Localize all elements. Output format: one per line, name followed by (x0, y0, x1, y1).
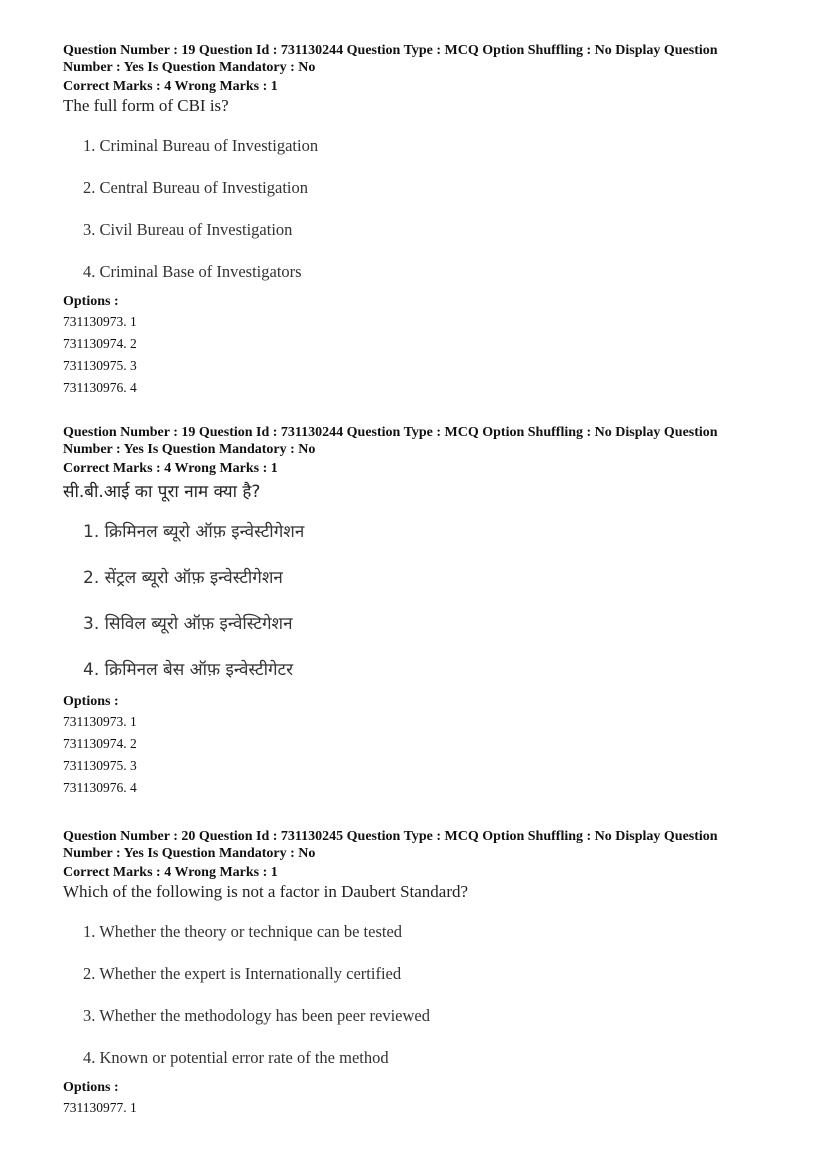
answer-option: 2. Central Bureau of Investigation (83, 178, 308, 197)
answer-options (63, 125, 763, 293)
question-header: Question Number : 20 Question Id : 731130245 Question Type : MCQ Option Shuffling : No Display Question Number : Yes Is Question Mandatory : No (63, 829, 718, 861)
option-id: 731130976. 4 (63, 380, 137, 395)
option-id: 731130974. 2 (63, 736, 137, 751)
option-id: 731130977. 1 (63, 1100, 137, 1115)
answer-option: 4. Criminal Base of Investigators (83, 262, 302, 281)
option-id-list (63, 711, 763, 799)
option-id: 731130975. 3 (63, 358, 137, 373)
option-id-list (63, 1097, 763, 1119)
question-marks: Correct Marks : 4 Wrong Marks : 1 (63, 865, 278, 880)
question-text: The full form of CBI is? (63, 96, 229, 115)
options-label: Options : (63, 1080, 119, 1095)
question-block-1 (63, 42, 763, 399)
options-label: Options : (63, 694, 119, 709)
answer-option: 2. Whether the expert is Internationally certified (83, 964, 402, 983)
question-text: Which of the following is not a factor in Daubert Standard? (63, 882, 469, 901)
question-header: Question Number : 19 Question Id : 731130244 Question Type : MCQ Option Shuffling : No Display Question Number : Yes Is Question Mandatory : No (63, 425, 718, 457)
answer-option: 1. Whether the theory or technique can be tested (83, 922, 403, 941)
question-header: Question Number : 19 Question Id : 731130244 Question Type : MCQ Option Shuffling : No Display Question Number : Yes Is Question Mandatory : No (63, 43, 718, 75)
answer-option: 3. सिविल ब्यूरो ऑफ़ इन्वेस्टिगेशन (83, 614, 293, 634)
answer-options (63, 911, 763, 1079)
answer-option: 3. Whether the methodology has been peer reviewed (83, 1006, 430, 1025)
answer-option: 4. Known or potential error rate of the method (83, 1048, 389, 1067)
option-id-list (63, 311, 763, 399)
option-id: 731130973. 1 (63, 714, 137, 729)
question-block-2 (63, 424, 763, 799)
option-id: 731130973. 1 (63, 314, 137, 329)
question-marks: Correct Marks : 4 Wrong Marks : 1 (63, 461, 278, 476)
option-id: 731130974. 2 (63, 336, 137, 351)
answer-option: 1. Criminal Bureau of Investigation (83, 136, 319, 155)
question-block-3 (63, 828, 763, 1119)
option-id: 731130976. 4 (63, 780, 137, 795)
answer-option: 4. क्रिमिनल बेस ऑफ़ इन्वेस्टीगेटर (83, 660, 294, 680)
answer-option: 3. Civil Bureau of Investigation (83, 220, 293, 239)
option-id: 731130975. 3 (63, 758, 137, 773)
options-label: Options : (63, 294, 119, 309)
answer-option: 2. सेंट्रल ब्यूरो ऑफ़ इन्वेस्टीगेशन (83, 568, 283, 588)
answer-option: 1. क्रिमिनल ब्यूरो ऑफ़ इन्वेस्टीगेशन (83, 522, 305, 542)
answer-options (63, 509, 763, 693)
question-text: सी.बी.आई का पूरा नाम क्या है? (63, 482, 261, 502)
question-marks: Correct Marks : 4 Wrong Marks : 1 (63, 79, 278, 94)
